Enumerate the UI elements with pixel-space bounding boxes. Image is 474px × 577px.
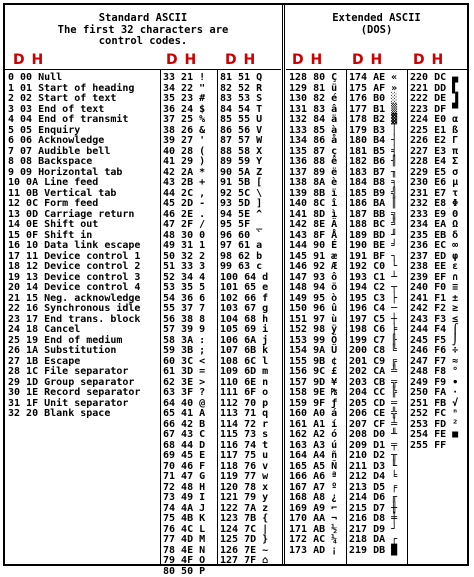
- code-entry: 83 53 S: [220, 94, 280, 105]
- code-entry: 27 1B Escape: [8, 357, 160, 368]
- code-entry: 56 38 8: [163, 315, 217, 326]
- code-entry: 111 6F o: [220, 388, 280, 399]
- code-entry: 117 75 u: [220, 451, 280, 462]
- extended-column-174: [349, 73, 407, 556]
- code-entry: 30 1E Record separator: [8, 388, 160, 399]
- code-entry: 171 AB ½: [289, 525, 346, 536]
- col-sep-4: [407, 69, 408, 564]
- code-entry: 130 82 é: [289, 94, 346, 105]
- code-entry: 226 E2 Γ: [410, 136, 468, 147]
- header-rule-left: [5, 69, 281, 70]
- code-entry: 252 FC ⁿ: [410, 409, 468, 420]
- code-entry: 132 84 ä: [289, 115, 346, 126]
- code-entry: 215 D7 ╫: [349, 504, 407, 515]
- code-entry: 185 B9 ╣: [349, 189, 407, 200]
- code-entry: 20 14 Device control 4: [8, 283, 160, 294]
- code-entry: 87 57 W: [220, 136, 280, 147]
- code-entry: 44 2C ,: [163, 189, 217, 200]
- code-entry: 85 55 U: [220, 115, 280, 126]
- code-entry: 141 8D ì: [289, 210, 346, 221]
- code-entry: 73 49 I: [163, 493, 217, 504]
- code-entry: 145 91 æ: [289, 252, 346, 263]
- code-entry: 125 7D }: [220, 535, 280, 546]
- code-entry: 39 27 ': [163, 136, 217, 147]
- code-entry: 109 6D m: [220, 367, 280, 378]
- code-entry: 172 AC ¼: [289, 535, 346, 546]
- code-entry: 246 F6 ÷: [410, 346, 468, 357]
- code-entry: 208 D0 ╨: [349, 430, 407, 441]
- code-entry: 131 83 â: [289, 105, 346, 116]
- code-entry: 49 31 1: [163, 241, 217, 252]
- code-entry: 235 EB δ: [410, 231, 468, 242]
- code-entry: 231 E7 τ: [410, 189, 468, 200]
- code-entry: 5 05 Enquiry: [8, 126, 160, 137]
- code-entry: 7 07 Audible bell: [8, 147, 160, 158]
- extended-subtitle: (DOS): [286, 25, 467, 36]
- code-entry: 124 7C |: [220, 525, 280, 536]
- code-entry: 216 D8 ╪: [349, 514, 407, 525]
- code-entry: 108 6C l: [220, 357, 280, 368]
- col-header-128: D H: [292, 52, 323, 68]
- extended-column-220: [410, 73, 468, 451]
- code-entry: 240 F0 ≡: [410, 283, 468, 294]
- code-entry: 22 16 Synchronous idle: [8, 304, 160, 315]
- extended-column-128: [289, 73, 346, 556]
- code-entry: 144 90 É: [289, 241, 346, 252]
- code-entry: 138 8A è: [289, 178, 346, 189]
- code-entry: 199 C7 ╟: [349, 336, 407, 347]
- code-entry: 139 8B ï: [289, 189, 346, 200]
- code-entry: 72 48 H: [163, 483, 217, 494]
- code-entry: 191 BF ┐: [349, 252, 407, 263]
- code-entry: 50 32 2: [163, 252, 217, 263]
- code-entry: 135 87 ç: [289, 147, 346, 158]
- code-entry: 67 43 C: [163, 430, 217, 441]
- header-rule-right: [286, 69, 467, 70]
- code-entry: 90 5A Z: [220, 168, 280, 179]
- code-entry: 136 88 ê: [289, 157, 346, 168]
- code-entry: 88 58 X: [220, 147, 280, 158]
- code-entry: 53 35 5: [163, 283, 217, 294]
- code-entry: 190 BE ╛: [349, 241, 407, 252]
- code-entry: 15 0F Shift in: [8, 231, 160, 242]
- code-entry: 158 9E ₧: [289, 388, 346, 399]
- code-entry: 94 5E ^: [220, 210, 280, 221]
- code-entry: 151 97 ù: [289, 315, 346, 326]
- col-header-174: D H: [352, 52, 383, 68]
- code-entry: 112 70 p: [220, 399, 280, 410]
- code-entry: 123 7B {: [220, 514, 280, 525]
- code-entry: 18 12 Device control 2: [8, 262, 160, 273]
- code-entry: 84 54 T: [220, 105, 280, 116]
- code-entry: 180 B4 ┤: [349, 136, 407, 147]
- code-entry: 41 29 ): [163, 157, 217, 168]
- code-entry: 79 4F O: [163, 556, 217, 567]
- code-entry: 31 1F Unit separator: [8, 399, 160, 410]
- code-entry: 0 00 Null: [8, 73, 160, 84]
- code-entry: 71 47 G: [163, 472, 217, 483]
- code-entry: 219 DB █: [349, 546, 407, 557]
- code-entry: 80 50 P: [163, 567, 217, 577]
- code-entry: 245 F5 ⌡: [410, 336, 468, 347]
- code-entry: 189 BD ╜: [349, 231, 407, 242]
- col-header-33: D H: [166, 52, 197, 68]
- code-entry: 142 8E Ä: [289, 220, 346, 231]
- code-entry: 204 CC ╠: [349, 388, 407, 399]
- standard-subtitle-line-1: The first 32 characters are: [5, 25, 281, 36]
- code-entry: 218 DA ┌: [349, 535, 407, 546]
- code-entry: 177 B1 ▒: [349, 105, 407, 116]
- code-entry: 154 9A Ü: [289, 346, 346, 357]
- code-entry: 168 A8 ¿: [289, 493, 346, 504]
- code-entry: 103 67 g: [220, 304, 280, 315]
- code-entry: 241 F1 ±: [410, 294, 468, 305]
- code-entry: 101 65 e: [220, 283, 280, 294]
- code-entry: 134 86 å: [289, 136, 346, 147]
- code-entry: 184 B8 ╕: [349, 178, 407, 189]
- code-entry: 81 51 Q: [220, 73, 280, 84]
- code-entry: 250 FA ·: [410, 388, 468, 399]
- col-sep-2: [217, 69, 218, 564]
- code-entry: 19 13 Device control 3: [8, 273, 160, 284]
- code-entry: 92 5C \: [220, 189, 280, 200]
- code-entry: 77 4D M: [163, 535, 217, 546]
- code-entry: 12 0C Form feed: [8, 199, 160, 210]
- code-entry: 14 0E Shift out: [8, 220, 160, 231]
- code-entry: 149 95 ò: [289, 294, 346, 305]
- code-entry: 65 41 A: [163, 409, 217, 420]
- code-entry: 195 C3 ├: [349, 294, 407, 305]
- code-entry: 91 5B [: [220, 178, 280, 189]
- code-entry: 42 2A *: [163, 168, 217, 179]
- code-entry: 2 02 Start of text: [8, 94, 160, 105]
- code-entry: 86 56 V: [220, 126, 280, 137]
- code-entry: 228 E4 Σ: [410, 157, 468, 168]
- code-entry: 43 2B +: [163, 178, 217, 189]
- code-entry: 183 B7 ╖: [349, 168, 407, 179]
- code-entry: 107 6B k: [220, 346, 280, 357]
- col-sep-1: [160, 69, 161, 564]
- code-entry: 54 36 6: [163, 294, 217, 305]
- code-entry: 251 FB √: [410, 399, 468, 410]
- code-entry: 1 01 Start of heading: [8, 84, 160, 95]
- code-entry: 51 33 3: [163, 262, 217, 273]
- code-entry: 97 61 a: [220, 241, 280, 252]
- code-entry: 178 B2 ▓: [349, 115, 407, 126]
- code-entry: 57 39 9: [163, 325, 217, 336]
- code-entry: 205 CD ═: [349, 399, 407, 410]
- code-entry: 119 77 w: [220, 472, 280, 483]
- code-entry: 157 9D ¥: [289, 378, 346, 389]
- code-entry: 234 EA Ω: [410, 220, 468, 231]
- code-entry: 126 7E ~: [220, 546, 280, 557]
- code-entry: 223 DF ▀: [410, 105, 468, 116]
- code-entry: 163 A3 ú: [289, 441, 346, 452]
- code-entry: 28 1C File separator: [8, 367, 160, 378]
- code-entry: 162 A2 ó: [289, 430, 346, 441]
- code-entry: 220 DC ▄: [410, 73, 468, 84]
- code-entry: 13 0D Carriage return: [8, 210, 160, 221]
- code-entry: 225 E1 ß: [410, 126, 468, 137]
- code-entry: 59 3B ;: [163, 346, 217, 357]
- code-entry: 17 11 Device control 1: [8, 252, 160, 263]
- code-entry: 198 C6 ╞: [349, 325, 407, 336]
- code-entry: 197 C5 ┼: [349, 315, 407, 326]
- code-entry: 254 FE ■: [410, 430, 468, 441]
- code-entry: 137 89 ë: [289, 168, 346, 179]
- ascii-chart: [3, 3, 469, 566]
- code-entry: 33 21 !: [163, 73, 217, 84]
- code-entry: 45 2D -: [163, 199, 217, 210]
- standard-ascii-panel: [5, 5, 281, 564]
- col-header-81: D H: [225, 52, 256, 68]
- code-entry: 62 3E >: [163, 378, 217, 389]
- code-entry: 120 78 x: [220, 483, 280, 494]
- code-entry: 122 7A z: [220, 504, 280, 515]
- printable-column-33: [163, 73, 217, 577]
- code-entry: 115 73 s: [220, 430, 280, 441]
- extended-title: Extended ASCII: [286, 13, 467, 24]
- col-sep-3: [346, 69, 347, 564]
- code-entry: 147 93 ô: [289, 273, 346, 284]
- code-entry: 155 9B ¢: [289, 357, 346, 368]
- code-entry: 40 28 (: [163, 147, 217, 158]
- code-entry: 8 08 Backspace: [8, 157, 160, 168]
- code-entry: 247 F7 ≈: [410, 357, 468, 368]
- code-entry: 34 22 ": [163, 84, 217, 95]
- code-entry: 100 64 d: [220, 273, 280, 284]
- code-entry: 127 7F ⌂: [220, 556, 280, 567]
- code-entry: 236 EC ∞: [410, 241, 468, 252]
- code-entry: 26 1A Substitution: [8, 346, 160, 357]
- code-entry: 182 B6 ╢: [349, 157, 407, 168]
- code-entry: 213 D5 ╒: [349, 483, 407, 494]
- col-header-control: D H: [13, 52, 44, 68]
- code-entry: 150 96 û: [289, 304, 346, 315]
- code-entry: 242 F2 ≥: [410, 304, 468, 315]
- code-entry: 118 76 v: [220, 462, 280, 473]
- code-entry: 221 DD ▌: [410, 84, 468, 95]
- code-entry: 165 A5 Ñ: [289, 462, 346, 473]
- code-entry: 55 37 7: [163, 304, 217, 315]
- code-entry: 47 2F /: [163, 220, 217, 231]
- code-entry: 156 9C £: [289, 367, 346, 378]
- code-entry: 167 A7 º: [289, 483, 346, 494]
- col-header-220: D H: [413, 52, 444, 68]
- code-entry: 230 E6 µ: [410, 178, 468, 189]
- code-entry: 169 A9 ⌐: [289, 504, 346, 515]
- code-entry: 160 A0 á: [289, 409, 346, 420]
- code-entry: 253 FD ²: [410, 420, 468, 431]
- code-entry: 89 59 Y: [220, 157, 280, 168]
- code-entry: 99 63 c: [220, 262, 280, 273]
- code-entry: 248 F8 °: [410, 367, 468, 378]
- code-entry: 133 85 à: [289, 126, 346, 137]
- code-entry: 9 09 Horizontal tab: [8, 168, 160, 179]
- code-entry: 229 E5 σ: [410, 168, 468, 179]
- code-entry: 209 D1 ╤: [349, 441, 407, 452]
- code-entry: 25 19 End of medium: [8, 336, 160, 347]
- code-entry: 129 81 ü: [289, 84, 346, 95]
- code-entry: 212 D4 ╘: [349, 472, 407, 483]
- code-entry: 38 26 &: [163, 126, 217, 137]
- code-entry: 217 D9 ┘: [349, 525, 407, 536]
- code-entry: 66 42 B: [163, 420, 217, 431]
- code-entry: 196 C4 ─: [349, 304, 407, 315]
- code-entry: 60 3C <: [163, 357, 217, 368]
- code-entry: 233 E9 Θ: [410, 210, 468, 221]
- code-entry: 224 E0 α: [410, 115, 468, 126]
- code-entry: 143 8F Å: [289, 231, 346, 242]
- code-entry: 96 60 `: [220, 231, 280, 242]
- code-entry: 210 D2 ╥: [349, 451, 407, 462]
- code-entry: 175 AF »: [349, 84, 407, 95]
- code-entry: 105 69 i: [220, 325, 280, 336]
- standard-title: Standard ASCII: [5, 13, 281, 24]
- code-entry: 68 44 D: [163, 441, 217, 452]
- code-entry: 61 3D =: [163, 367, 217, 378]
- code-entry: 58 3A :: [163, 336, 217, 347]
- code-entry: 113 71 q: [220, 409, 280, 420]
- code-entry: 106 6A j: [220, 336, 280, 347]
- code-entry: 37 25 %: [163, 115, 217, 126]
- code-entry: 93 5D ]: [220, 199, 280, 210]
- code-entry: 24 18 Cancel: [8, 325, 160, 336]
- code-entry: 244 F4 ⌠: [410, 325, 468, 336]
- code-entry: 203 CB ╦: [349, 378, 407, 389]
- code-entry: 4 04 End of transmit: [8, 115, 160, 126]
- control-codes-column: [8, 73, 160, 420]
- code-entry: 192 C0 └: [349, 262, 407, 273]
- code-entry: 227 E3 π: [410, 147, 468, 158]
- code-entry: 238 EE ε: [410, 262, 468, 273]
- code-entry: 98 62 b: [220, 252, 280, 263]
- code-entry: 214 D6 ╓: [349, 493, 407, 504]
- code-entry: 11 0B Vertical tab: [8, 189, 160, 200]
- code-entry: 128 80 Ç: [289, 73, 346, 84]
- code-entry: 173 AD ¡: [289, 546, 346, 557]
- code-entry: 222 DE ▐: [410, 94, 468, 105]
- code-entry: 201 C9 ╔: [349, 357, 407, 368]
- code-entry: 187 BB ╗: [349, 210, 407, 221]
- code-entry: 95 5F _: [220, 220, 280, 231]
- code-entry: 36 24 $: [163, 105, 217, 116]
- code-entry: 161 A1 í: [289, 420, 346, 431]
- code-entry: 16 10 Data link escape: [8, 241, 160, 252]
- code-entry: 174 AE «: [349, 73, 407, 84]
- code-entry: 181 B5 ╡: [349, 147, 407, 158]
- code-entry: 166 A6 ª: [289, 472, 346, 483]
- code-entry: 69 45 E: [163, 451, 217, 462]
- code-entry: 74 4A J: [163, 504, 217, 515]
- code-entry: 21 15 Neg. acknowledge: [8, 294, 160, 305]
- standard-subtitle-line-2: control codes.: [5, 36, 281, 47]
- code-entry: 75 4B K: [163, 514, 217, 525]
- code-entry: 146 92 Æ: [289, 262, 346, 273]
- code-entry: 102 66 f: [220, 294, 280, 305]
- code-entry: 176 B0 ░: [349, 94, 407, 105]
- code-entry: 159 9F ƒ: [289, 399, 346, 410]
- code-entry: 104 68 h: [220, 315, 280, 326]
- code-entry: 237 ED φ: [410, 252, 468, 263]
- code-entry: 6 06 Acknowledge: [8, 136, 160, 147]
- code-entry: 48 30 0: [163, 231, 217, 242]
- code-entry: 202 CA ╩: [349, 367, 407, 378]
- code-entry: 206 CE ╬: [349, 409, 407, 420]
- code-entry: 188 BC ╝: [349, 220, 407, 231]
- extended-ascii-panel: [286, 5, 467, 564]
- code-entry: 255 FF: [410, 441, 468, 452]
- code-entry: 116 74 t: [220, 441, 280, 452]
- code-entry: 82 52 R: [220, 84, 280, 95]
- code-entry: 70 46 F: [163, 462, 217, 473]
- code-entry: 23 17 End trans. block: [8, 315, 160, 326]
- code-entry: 170 AA ¬: [289, 514, 346, 525]
- code-entry: 249 F9 ∙: [410, 378, 468, 389]
- code-entry: 164 A4 ñ: [289, 451, 346, 462]
- code-entry: 193 C1 ┴: [349, 273, 407, 284]
- code-entry: 110 6E n: [220, 378, 280, 389]
- code-entry: 29 1D Group separator: [8, 378, 160, 389]
- code-entry: 3 03 End of text: [8, 105, 160, 116]
- code-entry: 63 3F ?: [163, 388, 217, 399]
- code-entry: 76 4C L: [163, 525, 217, 536]
- code-entry: 121 79 y: [220, 493, 280, 504]
- code-entry: 152 98 ÿ: [289, 325, 346, 336]
- code-entry: 10 0A Line feed: [8, 178, 160, 189]
- code-entry: 239 EF ∩: [410, 273, 468, 284]
- code-entry: 64 40 @: [163, 399, 217, 410]
- code-entry: 140 8C î: [289, 199, 346, 210]
- code-entry: 232 E8 Φ: [410, 199, 468, 210]
- code-entry: 52 34 4: [163, 273, 217, 284]
- code-entry: 243 F3 ≤: [410, 315, 468, 326]
- panel-divider: [282, 5, 285, 564]
- code-entry: 46 2E .: [163, 210, 217, 221]
- code-entry: 194 C2 ┬: [349, 283, 407, 294]
- code-entry: 78 4E N: [163, 546, 217, 557]
- code-entry: 114 72 r: [220, 420, 280, 431]
- code-entry: 211 D3 ╙: [349, 462, 407, 473]
- code-entry: 35 23 #: [163, 94, 217, 105]
- code-entry: 148 94 ö: [289, 283, 346, 294]
- code-entry: 200 C8 ╚: [349, 346, 407, 357]
- code-entry: 179 B3 │: [349, 126, 407, 137]
- code-entry: 186 BA ║: [349, 199, 407, 210]
- code-entry: 32 20 Blank space: [8, 409, 160, 420]
- code-entry: 153 99 Ö: [289, 336, 346, 347]
- code-entry: 207 CF ╧: [349, 420, 407, 431]
- printable-column-81: [220, 73, 280, 567]
